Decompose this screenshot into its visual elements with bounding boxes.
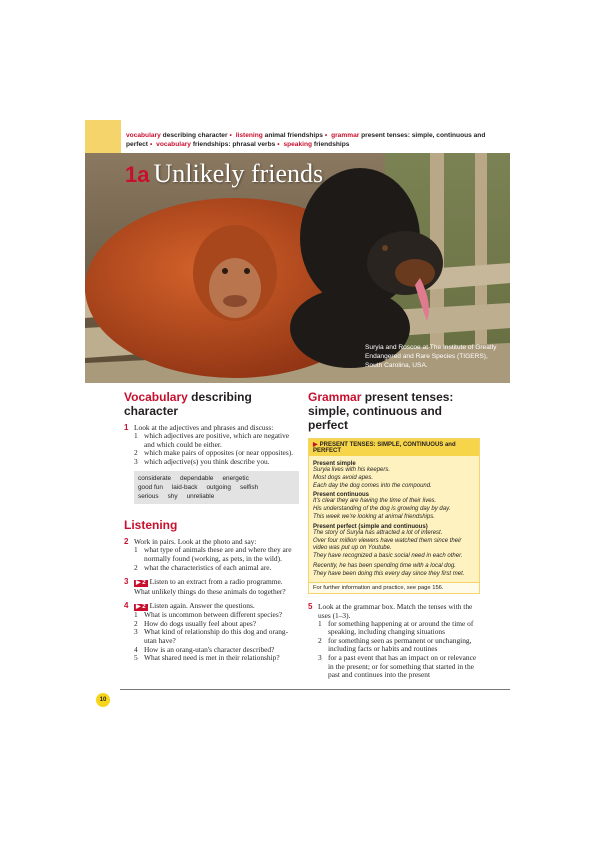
task-number: 5: [308, 601, 313, 611]
task-text: Look at the grammar box. Match the tenses with the uses (1–3).: [318, 601, 473, 620]
example-sentence: Recently, he has been spending time with a local dog.: [313, 562, 456, 569]
topic-value: present tenses: simple, continuous and perfect: [126, 132, 486, 148]
audio-track-icon[interactable]: ▶ 2: [136, 580, 146, 587]
task-number: 2: [124, 537, 129, 547]
unit-topics-line: vocabulary describing character • listening animal friendships • grammar present tenses: simple, continuous and perfect • vocabulary friendships: phrasal verbs • speaking friendships: [126, 132, 486, 148]
list-item: 2 for something seen as permanent or unchanging, including facts or habits and routines: [318, 635, 472, 654]
grammar-subheading: Present simple: [313, 461, 356, 467]
task-3: [124, 577, 299, 596]
list-item: 3 for a past event that has an impact on or relevance in the present; or for something that started in the past and continues into the present: [318, 652, 477, 680]
example-sentence: Suryia lives with his keepers.: [313, 467, 391, 473]
unit-photo: [85, 153, 510, 383]
topic-key: vocabulary: [126, 132, 161, 139]
task-text: Listen again. Answer the questions.: [149, 601, 255, 611]
word: considerate: [138, 475, 172, 483]
list-item: 4 How is an orang-utan's character described?: [134, 644, 275, 654]
example-sentence: Over four million viewers have watched them since their video was put up on Youtube.: [313, 537, 462, 552]
topic-value: friendships: phrasal verbs: [192, 141, 276, 148]
right-column: [308, 390, 480, 680]
example-sentence: The story of Suryia has attracted a lot of interest.: [313, 529, 443, 536]
photo-caption: Suryia and Roscoe at The Institute of Greatly Endangered and Rare Species (TIGERS), South Carolina, USA.: [365, 344, 497, 369]
list-item: 2 what the characteristics of each animal are.: [134, 562, 272, 572]
topic-value: friendships: [313, 141, 350, 148]
task-5: [308, 602, 480, 620]
example-sentence: His understanding of the dog is growing day by day.: [313, 506, 451, 513]
list-item: 1 which adjectives are positive, which are negative and which could be either.: [134, 431, 290, 449]
example-sentence: This week we're looking at animal friendships.: [313, 513, 435, 520]
footer-divider: [120, 689, 510, 690]
word: laid-back: [171, 484, 198, 492]
topic-key: listening: [235, 132, 263, 139]
word: unreliable: [186, 493, 215, 501]
topic-key: grammar: [331, 132, 360, 139]
word: shy: [167, 493, 178, 501]
grammar-box-footer: For further information and practice, see page 156.: [309, 582, 479, 593]
topic-key: speaking: [283, 141, 313, 148]
example-sentence: They have been doing this every day since they first met.: [313, 570, 465, 577]
grammar-box-title: ▶ PRESENT TENSES: SIMPLE, CONTINUOUS and PERFECT: [309, 439, 479, 456]
page-number: 10: [96, 693, 110, 707]
topic-value: describing character: [162, 132, 228, 139]
list-item: 2 How do dogs usually feel about apes?: [134, 618, 257, 628]
vocabulary-heading: Vocabulary describing character: [124, 390, 252, 418]
list-item: 1 for something happening at or around the time of speaking, including changing situations: [318, 618, 474, 637]
topic-value: animal friendships: [264, 132, 323, 139]
example-sentence: Most dogs avoid apes.: [313, 474, 374, 481]
grammar-subheading: Present continuous: [313, 492, 370, 499]
list-item: 1 what type of animals these are and where they are normally found (working, as pets, in the wild).: [134, 545, 292, 563]
word: outgoing: [206, 484, 231, 492]
word: energetic: [222, 475, 249, 483]
list-item: 1 What is uncommon between different species?: [134, 610, 282, 620]
list-item: 3 What kind of relationship do this dog and orang-utan have?: [134, 627, 289, 645]
example-sentence: They have recognized a basic social need in each other.: [313, 553, 463, 560]
unit-title-text: Unlikely friends: [153, 159, 324, 188]
unit-title: [125, 159, 323, 189]
task-number: 3: [124, 577, 129, 587]
grammar-heading: Grammar present tenses: simple, continuous and perfect: [308, 390, 454, 432]
task-number: 1: [124, 423, 129, 432]
list-item: 2 which make pairs of opposites (or near opposites).: [134, 448, 294, 458]
audio-track-icon[interactable]: ▶ 2: [136, 604, 146, 611]
topic-key: vocabulary: [156, 141, 191, 148]
task-text: Work in pairs. Look at the photo and say:: [134, 537, 257, 547]
word: dependable: [180, 475, 214, 483]
grammar-box: [308, 438, 480, 594]
word: good fun: [138, 484, 163, 492]
example-sentence: Each day the dog comes into the compound.: [313, 482, 432, 489]
triangle-icon: ▶: [313, 442, 318, 448]
list-item: 3 which adjective(s) you think describe you.: [134, 456, 270, 466]
unit-number: 1a: [125, 162, 150, 187]
task-text: Look at the adjectives and phrases and discuss:: [134, 423, 274, 432]
word: serious: [138, 493, 159, 501]
word-box: [134, 471, 299, 504]
header-color-tab: [85, 120, 121, 153]
task-number: 4: [124, 601, 129, 611]
listening-heading: Listening: [124, 518, 178, 533]
example-sentence: It's clear they are having the time of their lives.: [313, 498, 437, 505]
word: selfish: [240, 484, 259, 492]
list-item: 5 What shared need is met in their relationship?: [134, 653, 280, 663]
grammar-subheading: Present perfect (simple and continuous): [313, 523, 428, 530]
left-column: [124, 390, 299, 663]
task-text: Listen to an extract from a radio programme. What unlikely things do these animals do together?: [134, 577, 286, 597]
